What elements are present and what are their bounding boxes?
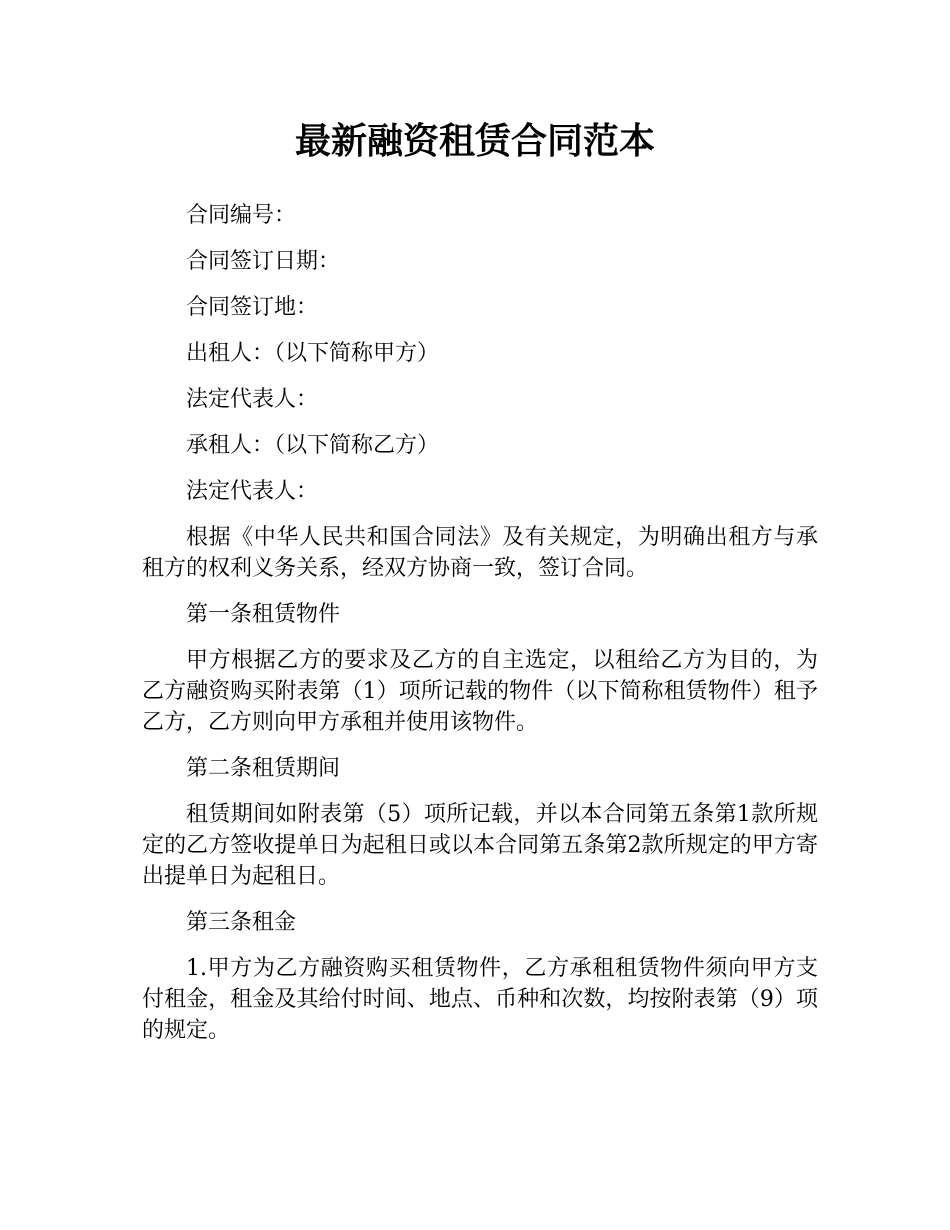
field-signing-date: 合同签订日期： [186,249,341,274]
field-signing-place: 合同签订地： [186,295,319,320]
article-1-text: 甲方根据乙方的要求及乙方的自主选定，以租给乙方为目的，为乙方融资购买附表第（1）项所记载的物件（以下简称租赁物件）租予乙方，乙方则向甲方承租并使用该物件。 [142,648,818,735]
field-lessee: 承租人：（以下简称乙方） [186,433,440,458]
document-body [142,200,818,1061]
field-lessor-legal-rep: 法定代表人： [186,387,319,412]
article-2-text: 租赁期间如附表第（5）项所记载，并以本合同第五条第1款所规定的乙方签收提单日为起租日或以本合同第五条第2款所规定的甲方寄出提单日为起租日。 [142,802,818,889]
article-3-heading: 第三条租金 [186,910,297,935]
article-1-heading: 第一条租赁物件 [186,602,341,627]
preamble-paragraph: 根据《中华人民共和国合同法》及有关规定，为明确出租方与承租方的权利义务关系，经双方协商一致，签订合同。 [142,525,818,581]
field-contract-number: 合同编号： [186,203,297,228]
field-lessee-legal-rep: 法定代表人： [186,479,319,504]
article-3-text: 1.甲方为乙方融资购买租赁物件，乙方承租租赁物件须向甲方支付租金，租金及其给付时间、地点、币种和次数，均按附表第（9）项的规定。 [142,956,818,1043]
document-title: 最新融资租赁合同范本 [294,121,655,162]
article-2-heading: 第二条租赁期间 [186,756,341,781]
field-lessor: 出租人：（以下简称甲方） [186,341,440,366]
